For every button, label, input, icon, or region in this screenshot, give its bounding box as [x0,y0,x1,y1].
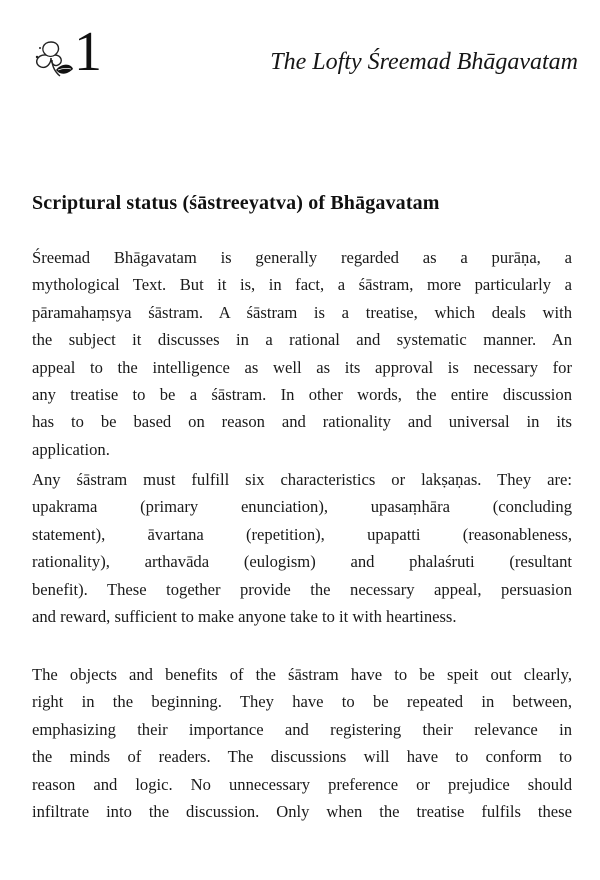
text-line: infiltrate into the discussion. Only when the treatise fulfils these [32,802,572,822]
text-line: upakrama (primary enunciation), upasaṃhāra (concluding [32,497,572,517]
text-line: reason and logic. No unnecessary preference or prejudice should [32,774,572,794]
paragraph-1 [32,244,572,463]
chapter-header [22,22,578,84]
text-line: mythological Text. But it is, in fact, a śāstram, more particularly a [32,275,572,295]
text-line: benefit). These together provide the necessary appeal, persuasion [32,579,572,599]
text-line: application. [32,439,110,459]
text-line: Śreemad Bhāgavatam is generally regarded as a purāṇa, a [32,248,572,267]
text-line: rationality), arthavāda (eulogism) and phalaśruti (resultant [32,552,572,572]
floral-ornament-icon [30,34,76,80]
chapter-number: 1 [74,21,102,83]
paragraph-3 [32,661,572,825]
text-line: statement), āvartana (repetition), upapatti (reasonableness, [32,524,572,544]
text-line: the subject it discusses in a rational and systematic manner. An [32,330,572,350]
text-line: has to be based on reason and rationality and universal in its [32,412,572,432]
text-line: and reward, sufficient to make anyone take to it with heartiness. [32,607,457,627]
text-line: any treatise to be a śāstram. In other words, the entire discussion [32,385,572,405]
text-line: Any śāstram must fulfill six characteristics or lakṣaṇas. They are: [32,470,572,489]
text-line: the minds of readers. The discussions will have to conform to [32,747,572,767]
chapter-title: The Lofty Śreemad Bhāgavatam [270,49,578,75]
text-line: appeal to the intelligence as well as its approval is necessary for [32,357,572,377]
paragraph-2 [32,466,572,630]
text-line: right in the beginning. They have to be repeated in between, [32,692,572,712]
text-line: emphasizing their importance and registering their relevance in [32,719,572,739]
text-line: The objects and benefits of the śāstram have to be speit out clearly, [32,665,572,684]
section-heading: Scriptural status (śāstreeyatva) of Bhāgavatam [32,192,440,214]
text-line: pāramahaṃsya śāstram. A śāstram is a treatise, which deals with [32,302,572,322]
